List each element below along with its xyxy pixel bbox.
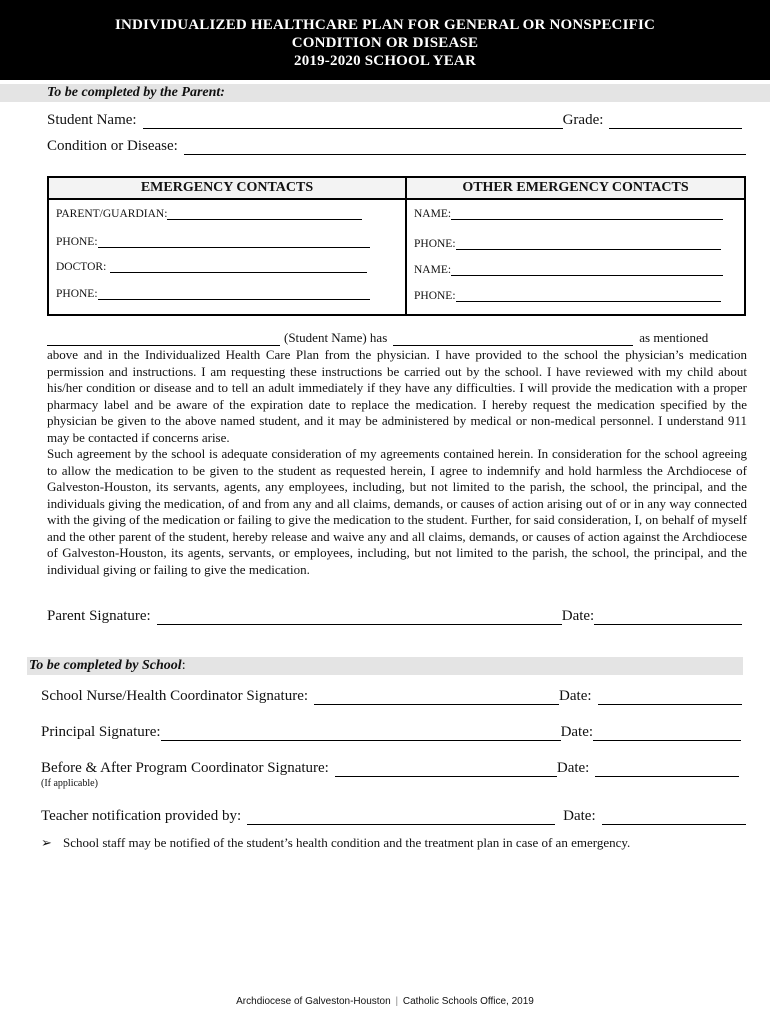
parent-phone-label: PHONE: [56,236,98,248]
page-footer [0,996,770,1007]
program-date-field[interactable] [595,762,739,777]
principal-signature-label: Principal Signature: [41,724,161,740]
staff-notice-text: School staff may be notified of the student’s health condition and the treatment plan in case of an emergency. [63,835,631,850]
consent-text [47,347,747,578]
other-emergency-contacts-heading: OTHER EMERGENCY CONTACTS [407,178,744,200]
parent-phone-field[interactable] [98,236,370,248]
parent-guardian-label: PARENT/GUARDIAN: [56,208,168,220]
doctor-field[interactable] [110,261,367,273]
emergency-contacts-table [47,176,746,316]
grade-label: Grade: [562,112,604,128]
other-phone-1-label: PHONE: [414,238,456,250]
teacher-notification-row [41,808,746,825]
program-coordinator-row [41,760,739,777]
doctor-phone-field[interactable] [98,288,370,300]
other-name-1-row [414,208,723,220]
school-section-heading [27,657,743,675]
form-title-line-3: 2019-2020 SCHOOL YEAR [294,53,476,69]
parent-signature-label: Parent Signature: [47,608,151,624]
parent-signature-row [47,608,742,625]
footer-organization: Archdiocese of Galveston-Houston [236,996,391,1007]
other-phone-1-row [414,238,721,250]
other-name-2-label: NAME: [414,264,452,276]
other-name-2-field[interactable] [451,264,723,276]
principal-signature-row [41,724,741,741]
other-emergency-contacts-column [407,178,744,314]
student-name-field[interactable] [143,114,563,129]
form-title-line-2: CONDITION OR DISEASE [291,35,479,51]
school-section-heading-colon: : [181,658,186,673]
parent-section-heading: To be completed by the Parent: [0,84,770,102]
footer-office: Catholic Schools Office, 2019 [402,996,534,1007]
program-date-label: Date: [556,760,590,776]
other-phone-1-field[interactable] [456,238,721,250]
teacher-date-field[interactable] [602,810,746,825]
principal-signature-field[interactable] [161,726,561,741]
program-coordinator-label: Before & After Program Coordinator Signature: [41,760,329,776]
grade-field[interactable] [609,114,742,129]
parent-guardian-row [56,208,362,220]
emergency-contacts-heading: EMERGENCY CONTACTS [49,178,405,200]
if-applicable-note: (If applicable) [41,778,98,789]
nurse-date-field[interactable] [598,690,742,705]
arrow-bullet-icon: ➢ [41,835,52,850]
student-name-label: Student Name: [47,112,137,128]
consent-student-name-text: (Student Name) has [284,330,388,345]
consent-paragraph-2: Such agreement by the school is adequate consideration of my agreements contained herein. In consideration for the school agreeing to allow the medication to be given to the student as requested herein, I agree to indemnify and hold harmless the Archdiocese of Galveston-Houston, its servants, agents, any employees, including, but not limited to the parish, the school, the principal, and the individuals giving the medication, of and from any and all claims, demands, or causes of action arising out of or in any way connected with the giving of the medication or failing to give the medication to the student. Further, for said consideration, I, on behalf of myself and the other parent of the student, hereby release and waive any and all claims, demands, or causes of action against the Archdiocese of Galveston-Houston, its agents, servants, or employees, including, but not limited to the parish, the school, the principal, and the individual giving or failing to give the medication. [47,446,747,577]
doctor-label: DOCTOR: [56,261,107,273]
parent-date-label: Date: [561,608,595,624]
parent-signature-field[interactable] [157,610,562,625]
consent-paragraph-1: above and in the Individualized Health Care Plan from the physician. I have provided to the school the physician’s medication permission and instructions. I am requesting these instructions be carried out by the school. I have reviewed with my child about his/her condition or disease and to tell an adult immediately if they have any difficulties. I will provide the medication with a proper pharmacy label and be aware of the expiration date to replace the medication. I hereby request the medication specified by the physician be given to the above named student, and it may be administered by medical or non-medical personnel. I understand 911 may be contacted if concerns arise. [47,347,747,445]
other-name-1-field[interactable] [451,208,723,220]
teacher-notification-field[interactable] [247,810,555,825]
other-name-2-row [414,264,723,276]
student-name-row [47,112,742,129]
consent-first-line [47,330,708,346]
nurse-signature-row [41,688,742,705]
form-title-banner [0,0,770,80]
principal-date-field[interactable] [593,726,741,741]
form-title-line-1: INDIVIDUALIZED HEALTHCARE PLAN FOR GENERAL OR NONSPECIFIC [114,17,656,33]
footer-separator: | [395,996,399,1007]
consent-condition-field[interactable] [393,334,633,346]
teacher-notification-label: Teacher notification provided by: [41,808,242,824]
consent-student-name-field[interactable] [47,334,280,346]
doctor-phone-label: PHONE: [56,288,98,300]
program-coordinator-field[interactable] [335,762,557,777]
staff-notice [41,835,630,851]
parent-phone-row [56,236,370,248]
emergency-contacts-column [49,178,407,314]
consent-as-mentioned-text: as mentioned [639,330,709,345]
nurse-signature-label: School Nurse/Health Coordinator Signature: [41,688,309,704]
condition-row [47,138,746,155]
nurse-date-label: Date: [559,688,592,704]
school-section-heading-text: To be completed by School [29,658,182,673]
parent-guardian-field[interactable] [167,208,362,220]
teacher-date-label: Date: [563,808,596,824]
doctor-row [56,261,367,273]
condition-label: Condition or Disease: [47,138,178,154]
nurse-signature-field[interactable] [314,690,559,705]
doctor-phone-row [56,288,370,300]
parent-date-field[interactable] [594,610,742,625]
other-name-1-label: NAME: [414,208,452,220]
other-phone-2-row [414,290,721,302]
principal-date-label: Date: [560,724,594,740]
other-phone-2-label: PHONE: [414,290,456,302]
other-phone-2-field[interactable] [456,290,721,302]
condition-field[interactable] [184,140,746,155]
